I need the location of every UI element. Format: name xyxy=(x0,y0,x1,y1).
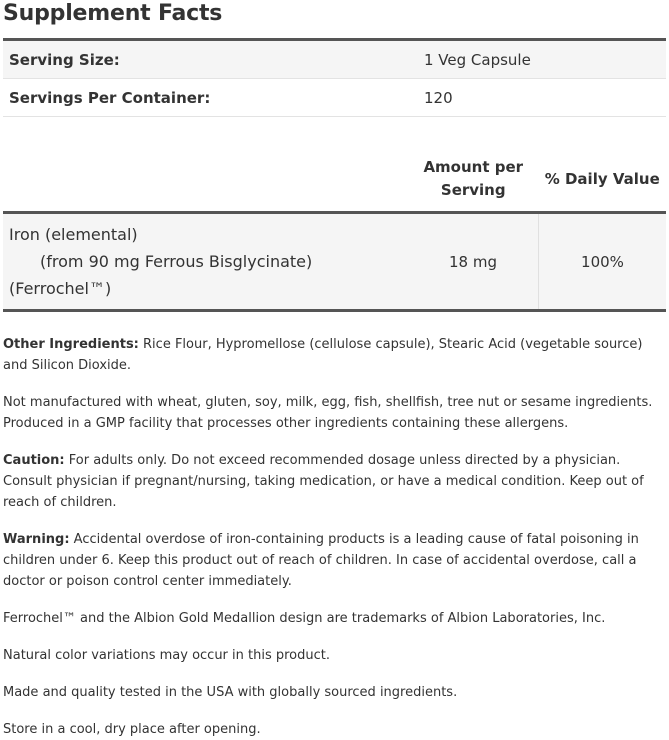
servings-per-container-value: 120 xyxy=(424,88,453,107)
warning-text: Accidental overdose of iron-containing products is a leading cause of fatal poisoning in children under 6. Keep this product out of reach of children. In case of accidental overdose, call a doctor or poison control center immediately. xyxy=(3,532,639,589)
servings-per-container-label: Servings Per Container: xyxy=(9,88,211,107)
made-in-usa-statement: Made and quality tested in the USA with globally sourced ingredients. xyxy=(3,685,458,700)
warning-statement xyxy=(3,529,666,592)
nutrient-name: Iron (elemental) xyxy=(9,225,138,244)
nutrient-row-iron xyxy=(3,213,666,311)
nutrient-source: (from 90 mg Ferrous Bisglycinate) xyxy=(40,252,313,271)
spacer xyxy=(3,117,666,147)
product-notes xyxy=(3,334,666,740)
amount-header: Amount per Serving xyxy=(408,147,539,213)
caution-statement xyxy=(3,450,666,513)
other-ingredients-label: Other Ingredients: xyxy=(3,337,139,352)
trademark-statement: Ferrochel™ and the Albion Gold Medallion design are trademarks of Albion Laboratories, Inc. xyxy=(3,611,606,626)
serving-size-label: Serving Size: xyxy=(9,50,120,69)
warning-label: Warning: xyxy=(3,532,70,547)
storage-statement: Store in a cool, dry place after opening. xyxy=(3,722,261,737)
servings-per-container-row xyxy=(3,79,666,117)
daily-value-header: % Daily Value xyxy=(539,147,667,213)
nutrient-header xyxy=(3,147,408,213)
facts-header-row xyxy=(3,147,666,213)
serving-size-value: 1 Veg Capsule xyxy=(424,50,531,69)
nutrient-daily-value: 100% xyxy=(539,213,667,311)
other-ingredients-text: Rice Flour, Hypromellose (cellulose capsule), Stearic Acid (vegetable source) and Silicon Dioxide. xyxy=(3,337,643,373)
serving-table xyxy=(3,38,666,117)
other-ingredients xyxy=(3,334,666,376)
serving-size-row xyxy=(3,40,666,79)
page-title: Supplement Facts xyxy=(3,1,223,26)
facts-table xyxy=(3,147,666,312)
nutrient-amount: 18 mg xyxy=(449,252,497,271)
nutrient-name-cell xyxy=(3,213,408,311)
color-variation-statement: Natural color variations may occur in this product. xyxy=(3,648,331,663)
caution-text: For adults only. Do not exceed recommended dosage unless directed by a physician. Consult physician if pregnant/nursing, taking medication, or have a medical condition. Keep out of reach of children. xyxy=(3,453,644,510)
nutrient-trademark: (Ferrochel™) xyxy=(9,279,112,298)
allergen-statement: Not manufactured with wheat, gluten, soy, milk, egg, fish, shellfish, tree nut or sesame ingredients. Produced in a GMP facility that processes other ingredients containing these allergens. xyxy=(3,395,653,431)
caution-label: Caution: xyxy=(3,453,65,468)
